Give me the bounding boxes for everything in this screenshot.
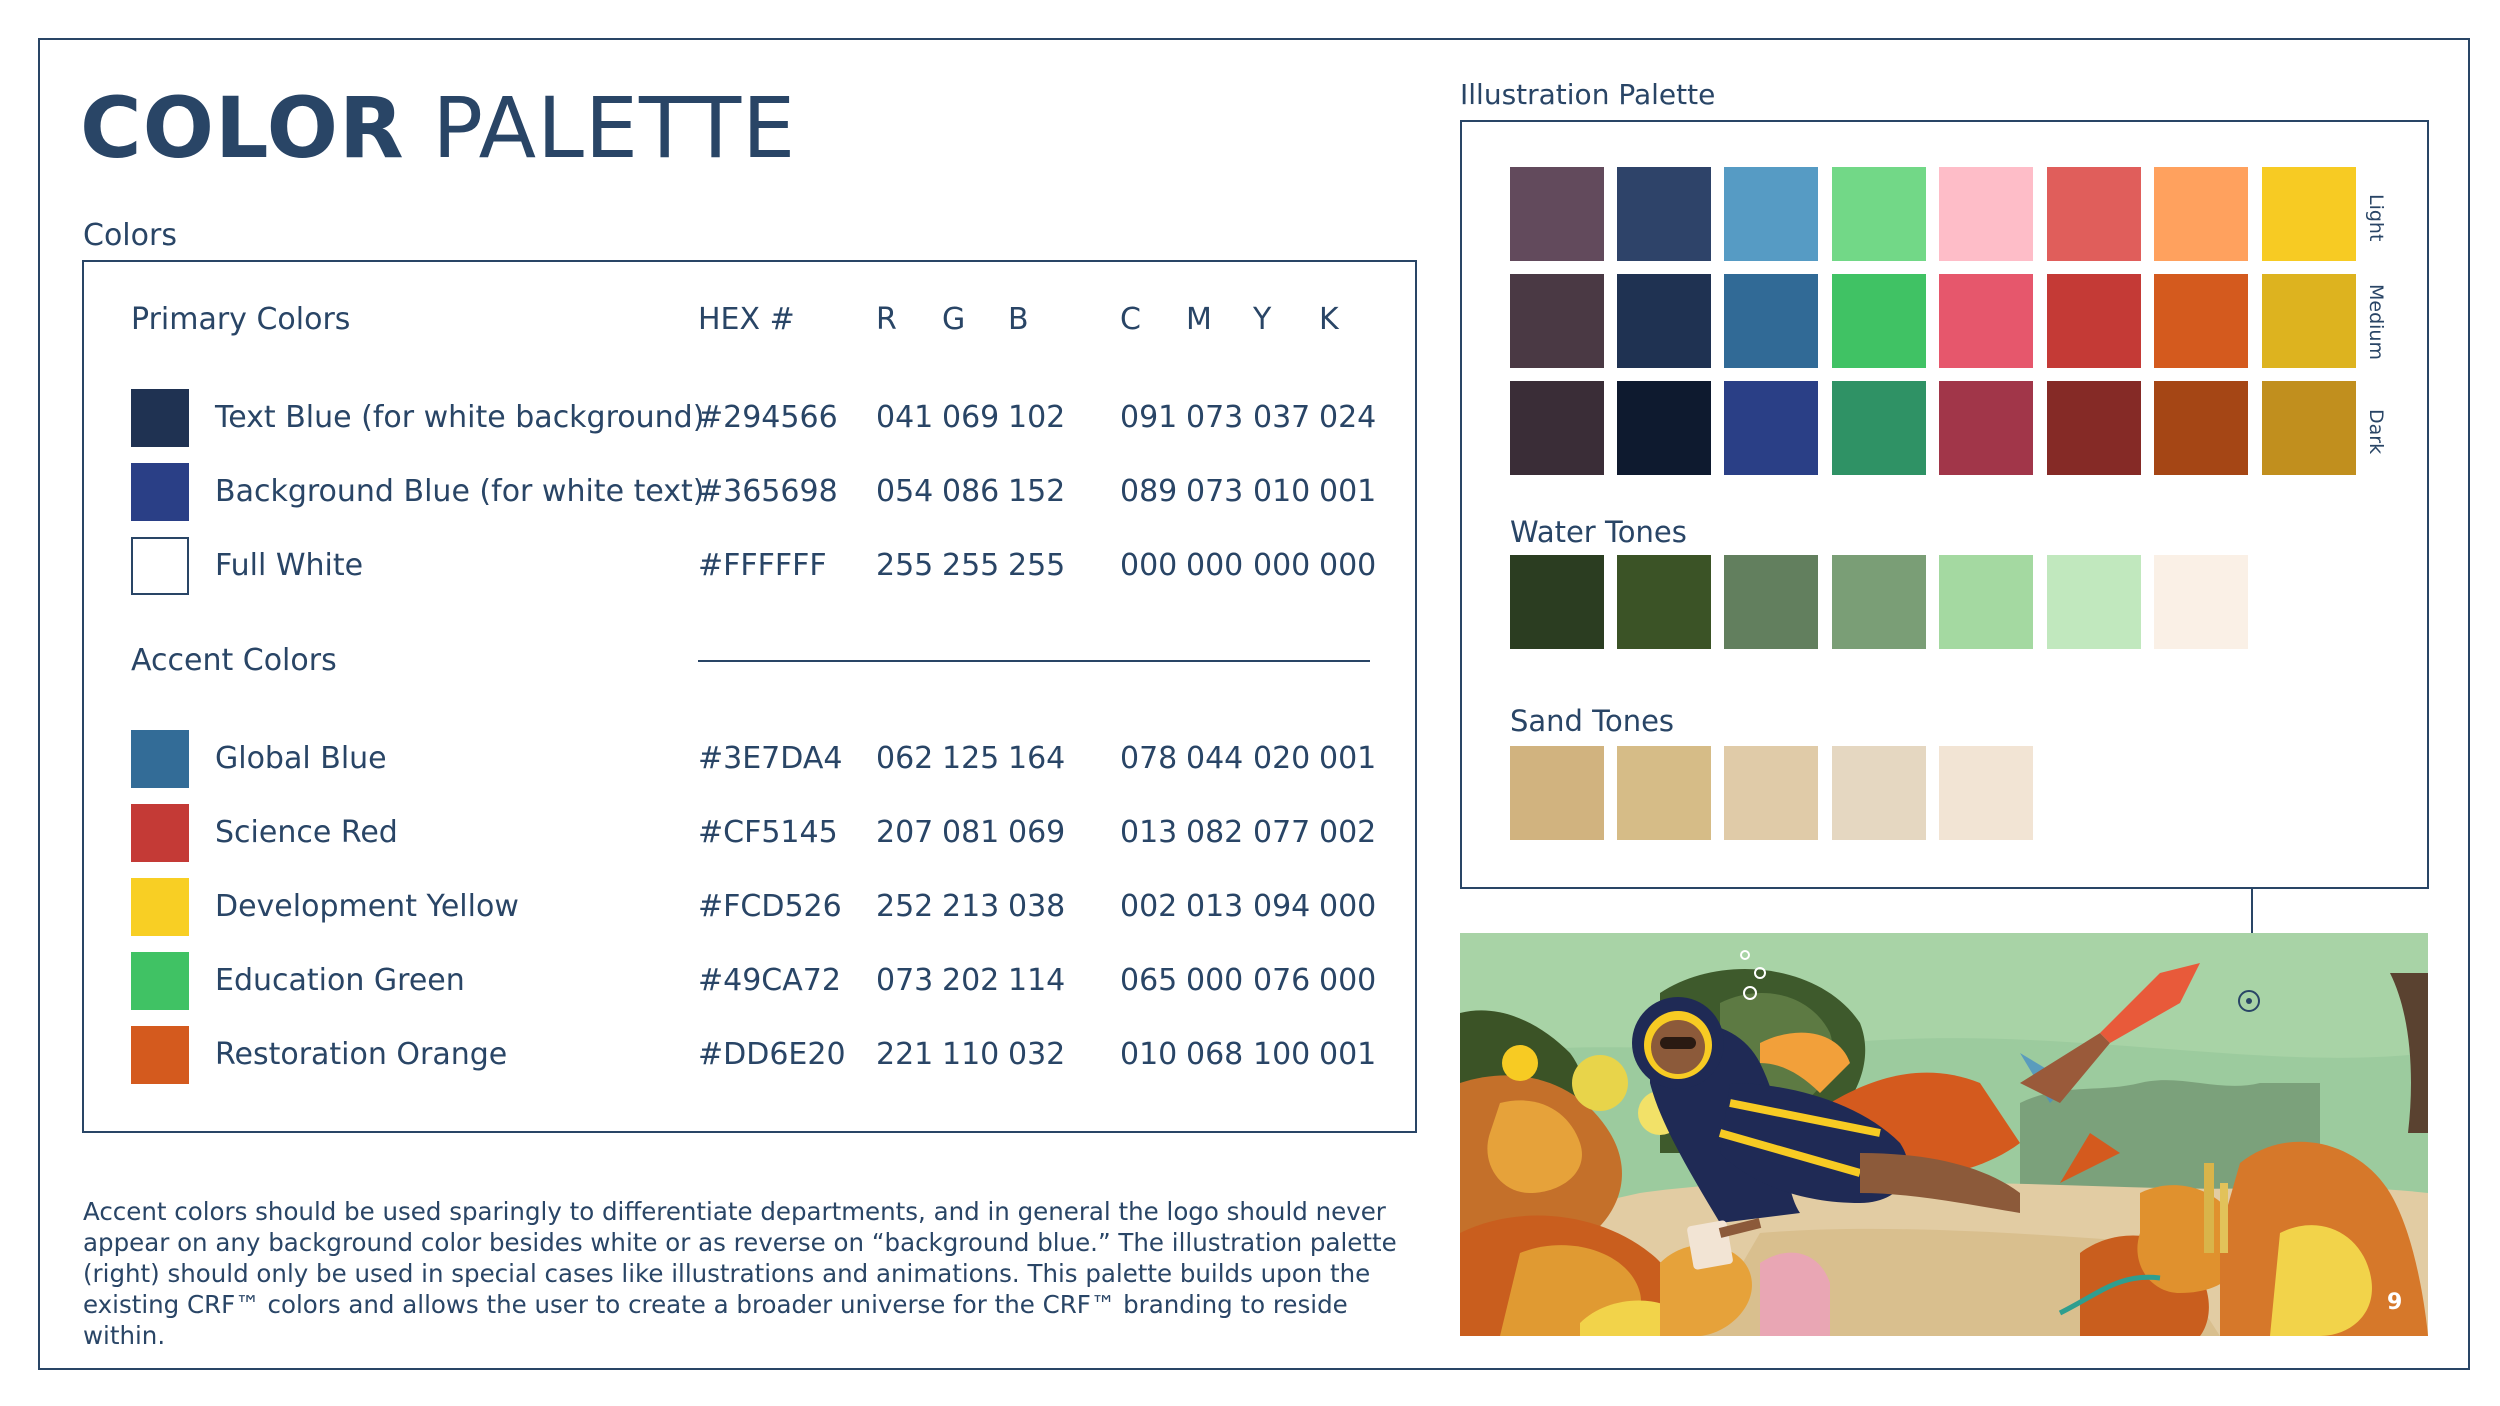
color-value-c: 065: [1120, 963, 1178, 998]
palette-swatch: [1939, 274, 2033, 368]
color-name: Science Red: [215, 815, 398, 850]
color-value-b: 164: [1008, 741, 1066, 776]
palette-swatch: [1724, 746, 1818, 840]
accent-divider: [698, 660, 1370, 662]
color-swatch: [131, 463, 189, 521]
color-value-r: 073: [876, 963, 934, 998]
palette-swatch: [1617, 746, 1711, 840]
palette-swatch: [2154, 381, 2248, 475]
color-swatch: [131, 952, 189, 1010]
color-value-g: 081: [942, 815, 1000, 850]
color-value-m: 013: [1186, 889, 1244, 924]
color-table: [82, 260, 1417, 1133]
color-value-g: 110: [942, 1037, 1000, 1072]
color-value-hex: #49CA72: [698, 963, 841, 998]
color-value-b: 069: [1008, 815, 1066, 850]
color-swatch: [131, 537, 189, 595]
color-value-c: 000: [1120, 548, 1178, 583]
color-value-k: 001: [1319, 474, 1377, 509]
usage-note: Accent colors should be used sparingly to differentiate departments, and in general the logo should never appear on any background color besides white or as reverse on “background blue.” The illustration palette (right) should only be used in special cases like illustrations and animations. This palette builds upon the existing CRF™ colors and allows the user to create a broader universe for the CRF™ branding to reside within.: [83, 1197, 1397, 1350]
illustration-palette-box: [1460, 120, 2429, 889]
palette-swatch: [1832, 555, 1926, 649]
palette-swatch: [2262, 167, 2356, 261]
color-value-r: 054: [876, 474, 934, 509]
palette-swatch: [1617, 274, 1711, 368]
color-value-r: 255: [876, 548, 934, 583]
palette-swatch: [1724, 274, 1818, 368]
color-name: Education Green: [215, 963, 465, 998]
color-value-g: 202: [942, 963, 1000, 998]
color-value-hex: #3E7DA4: [698, 741, 843, 776]
palette-swatch: [1724, 555, 1818, 649]
color-value-c: 091: [1120, 400, 1178, 435]
color-value-r: 062: [876, 741, 934, 776]
color-value-g: 255: [942, 548, 1000, 583]
header-b: B: [1008, 302, 1029, 337]
header-k: K: [1319, 302, 1339, 337]
palette-swatch: [1724, 381, 1818, 475]
page-number: 9: [2387, 1290, 2403, 1315]
palette-swatch: [1617, 381, 1711, 475]
palette-swatch: [1832, 381, 1926, 475]
palette-swatch: [2047, 167, 2141, 261]
header-hex: HEX #: [698, 302, 795, 337]
colors-section-label: Colors: [83, 218, 177, 253]
color-name: Restoration Orange: [215, 1037, 508, 1072]
color-value-r: 221: [876, 1037, 934, 1072]
color-value-k: 002: [1319, 815, 1377, 850]
color-value-m: 082: [1186, 815, 1244, 850]
color-value-y: 100: [1253, 1037, 1311, 1072]
color-value-hex: #365698: [698, 474, 838, 509]
color-name: Development Yellow: [215, 889, 519, 924]
palette-swatch: [1939, 381, 2033, 475]
palette-swatch: [1510, 274, 1604, 368]
color-value-c: 078: [1120, 741, 1178, 776]
palette-swatch: [1724, 167, 1818, 261]
color-value-g: 086: [942, 474, 1000, 509]
color-swatch: [131, 389, 189, 447]
header-y: Y: [1253, 302, 1272, 337]
color-value-m: 073: [1186, 474, 1244, 509]
color-value-k: 024: [1319, 400, 1377, 435]
palette-swatch: [1617, 167, 1711, 261]
color-value-y: 077: [1253, 815, 1311, 850]
color-value-hex: #FFFFFF: [698, 548, 827, 583]
color-name: Full White: [215, 548, 364, 583]
color-value-g: 125: [942, 741, 1000, 776]
palette-swatch: [1832, 167, 1926, 261]
color-value-y: 000: [1253, 548, 1311, 583]
illustration-palette-label: Illustration Palette: [1460, 78, 1716, 111]
palette-swatch: [1617, 555, 1711, 649]
palette-swatch: [2047, 274, 2141, 368]
color-value-m: 000: [1186, 548, 1244, 583]
palette-swatch: [1939, 167, 2033, 261]
palette-swatch: [1510, 555, 1604, 649]
color-value-g: 069: [942, 400, 1000, 435]
callout-dot: [2238, 990, 2260, 1012]
color-swatch: [131, 878, 189, 936]
color-value-b: 255: [1008, 548, 1066, 583]
color-value-m: 073: [1186, 400, 1244, 435]
palette-swatch: [2154, 274, 2248, 368]
color-swatch: [131, 1026, 189, 1084]
color-value-b: 102: [1008, 400, 1066, 435]
palette-swatch: [1939, 555, 2033, 649]
diver-illustration: [1460, 933, 2428, 1336]
palette-swatch: [2047, 381, 2141, 475]
page-title: [80, 78, 796, 178]
color-swatch: [131, 730, 189, 788]
color-value-r: 252: [876, 889, 934, 924]
color-value-y: 037: [1253, 400, 1311, 435]
color-value-m: 068: [1186, 1037, 1244, 1072]
color-value-c: 089: [1120, 474, 1178, 509]
color-value-m: 044: [1186, 741, 1244, 776]
color-value-b: 038: [1008, 889, 1066, 924]
palette-swatch: [1939, 746, 2033, 840]
color-value-y: 076: [1253, 963, 1311, 998]
color-value-hex: #CF5145: [698, 815, 838, 850]
title-bold: COLOR: [80, 79, 405, 177]
color-value-g: 213: [942, 889, 1000, 924]
color-name: Text Blue (for white background): [215, 400, 705, 435]
water-tones-label: Water Tones: [1510, 515, 1687, 549]
title-light: PALETTE: [432, 79, 797, 177]
header-g: G: [942, 302, 966, 337]
sand-tones-label: Sand Tones: [1510, 704, 1675, 738]
row-label-medium: Medium: [2365, 284, 2387, 360]
color-value-hex: #FCD526: [698, 889, 842, 924]
palette-swatch: [2262, 274, 2356, 368]
color-value-k: 000: [1319, 963, 1377, 998]
color-value-k: 001: [1319, 741, 1377, 776]
color-value-y: 020: [1253, 741, 1311, 776]
color-value-b: 032: [1008, 1037, 1066, 1072]
palette-swatch: [2154, 167, 2248, 261]
color-name: Global Blue: [215, 741, 387, 776]
color-value-r: 207: [876, 815, 934, 850]
palette-swatch: [1510, 167, 1604, 261]
color-value-m: 000: [1186, 963, 1244, 998]
accent-heading: Accent Colors: [131, 643, 337, 678]
color-value-k: 001: [1319, 1037, 1377, 1072]
palette-swatch: [1832, 746, 1926, 840]
color-value-y: 094: [1253, 889, 1311, 924]
color-value-b: 152: [1008, 474, 1066, 509]
color-value-hex: #294566: [698, 400, 838, 435]
palette-swatch: [2262, 381, 2356, 475]
color-name: Background Blue (for white text): [215, 474, 705, 509]
header-m: M: [1186, 302, 1212, 337]
color-value-c: 013: [1120, 815, 1178, 850]
color-value-k: 000: [1319, 889, 1377, 924]
header-c: C: [1120, 302, 1141, 337]
color-value-k: 000: [1319, 548, 1377, 583]
palette-swatch: [2047, 555, 2141, 649]
palette-swatch: [1510, 746, 1604, 840]
color-value-r: 041: [876, 400, 934, 435]
palette-swatch: [2154, 555, 2248, 649]
primary-heading: Primary Colors: [131, 302, 351, 337]
color-value-hex: #DD6E20: [698, 1037, 846, 1072]
color-value-y: 010: [1253, 474, 1311, 509]
color-swatch: [131, 804, 189, 862]
row-label-dark: Dark: [2365, 409, 2387, 455]
row-label-light: Light: [2365, 194, 2387, 242]
color-value-b: 114: [1008, 963, 1066, 998]
header-r: R: [876, 302, 897, 337]
palette-swatch: [1510, 381, 1604, 475]
palette-swatch: [1832, 274, 1926, 368]
color-value-c: 010: [1120, 1037, 1178, 1072]
color-value-c: 002: [1120, 889, 1178, 924]
